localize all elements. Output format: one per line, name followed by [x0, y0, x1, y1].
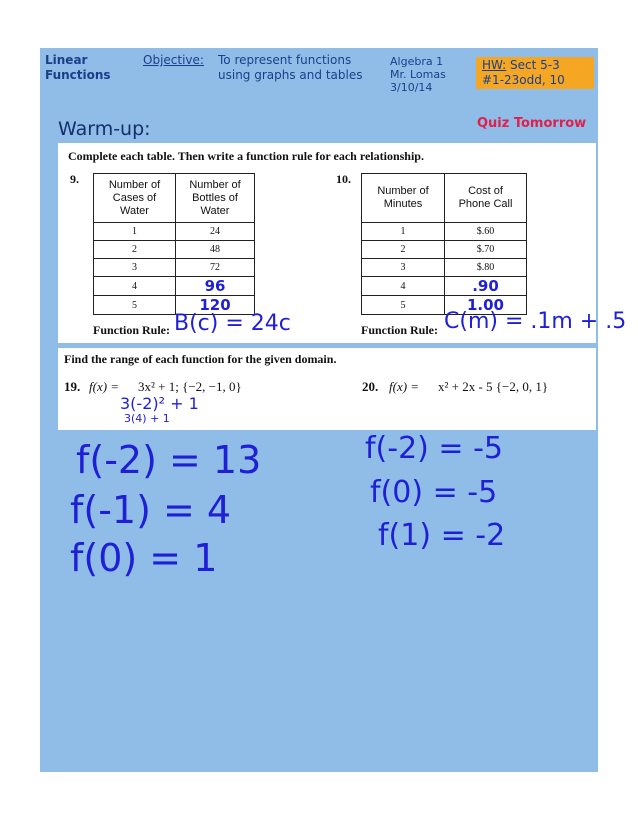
objective-label: Objective: [143, 53, 204, 67]
p19-work-line-2: 3(4) + 1 [124, 412, 170, 425]
p10-header-cost: Cost of Phone Call [445, 174, 527, 223]
table-row: 1 24 [94, 223, 255, 241]
table-row: 5 1.00 [362, 296, 527, 315]
p19-work-line-1: 3(-2)² + 1 [120, 394, 199, 413]
topic-line-2: Functions [45, 68, 111, 82]
table-row: 3 72 [94, 259, 255, 277]
problem-19-number: 19. [64, 379, 81, 394]
problem-19-function: f(x) = [89, 379, 120, 394]
hw-problems: #1-23odd, 10 [482, 73, 565, 87]
hw-section: Sect 5-3 [506, 58, 560, 72]
table-row: 3 $.80 [362, 259, 527, 277]
objective-line-2: using graphs and tables [218, 68, 363, 82]
handwritten-answer: 1.00 [445, 296, 527, 315]
p9-header-bottles: Number of Bottles of Water [176, 174, 255, 223]
handwritten-answer: 96 [176, 277, 255, 296]
objective-line-1: To represent functions [218, 53, 352, 67]
answer-19-2: f(-1) = 4 [70, 488, 232, 532]
lesson-date: 3/10/14 [390, 81, 433, 94]
objective-text [218, 53, 362, 83]
problem-9-table [93, 173, 255, 315]
p10-rule-answer: C(m) = .1m + .5 [444, 309, 627, 334]
homework-box [476, 57, 594, 89]
answer-20-3: f(1) = -2 [378, 518, 506, 553]
table-row: 2 $.70 [362, 241, 527, 259]
problem-20-number: 20. [362, 379, 379, 394]
range-instructions: Find the range of each function for the given domain. [64, 352, 337, 366]
problem-10-number: 10. [336, 172, 351, 186]
hw-label: HW: [482, 58, 507, 72]
answer-19-3: f(0) = 1 [70, 536, 218, 580]
p9-rule-label: Function Rule: [93, 323, 171, 337]
slide [40, 48, 627, 772]
quiz-notice: Quiz Tomorrow [477, 116, 587, 131]
table-row: 4 .90 [362, 277, 527, 296]
table-instructions: Complete each table. Then write a function rule for each relationship. [68, 149, 424, 163]
problem-19-expression: 3x² + 1; {−2, −1, 0} [138, 379, 242, 394]
warmup-tables-panel [58, 143, 627, 343]
table-row: 1 $.60 [362, 223, 527, 241]
topic-title [45, 53, 111, 83]
table-row: 4 96 [94, 277, 255, 296]
p10-rule-label: Function Rule: [361, 323, 439, 337]
problem-20-expression: x² + 2x - 5 {−2, 0, 1} [438, 379, 549, 394]
problem-9-number: 9. [70, 172, 79, 186]
problem-20-function: f(x) = [389, 379, 420, 394]
answer-19-1: f(-2) = 13 [76, 438, 262, 482]
course-name: Algebra 1 [390, 55, 444, 68]
problem-10-table [361, 173, 527, 315]
handwritten-answer: 120 [176, 296, 255, 315]
topic-line-1: Linear [45, 53, 88, 67]
teacher-name: Mr. Lomas [390, 68, 446, 81]
table-row: 5 120 [94, 296, 255, 315]
answer-20-1: f(-2) = -5 [365, 431, 504, 466]
warmup-title: Warm-up: [58, 118, 151, 140]
answer-20-2: f(0) = -5 [370, 475, 498, 510]
range-problems-panel [58, 348, 596, 430]
p10-header-minutes: Number of Minutes [362, 174, 445, 223]
p9-rule-answer: B(c) = 24c [174, 311, 291, 336]
handwritten-answer: .90 [445, 277, 527, 296]
table-row: 2 48 [94, 241, 255, 259]
course-info [390, 55, 446, 94]
p9-header-cases: Number of Cases of Water [94, 174, 176, 223]
